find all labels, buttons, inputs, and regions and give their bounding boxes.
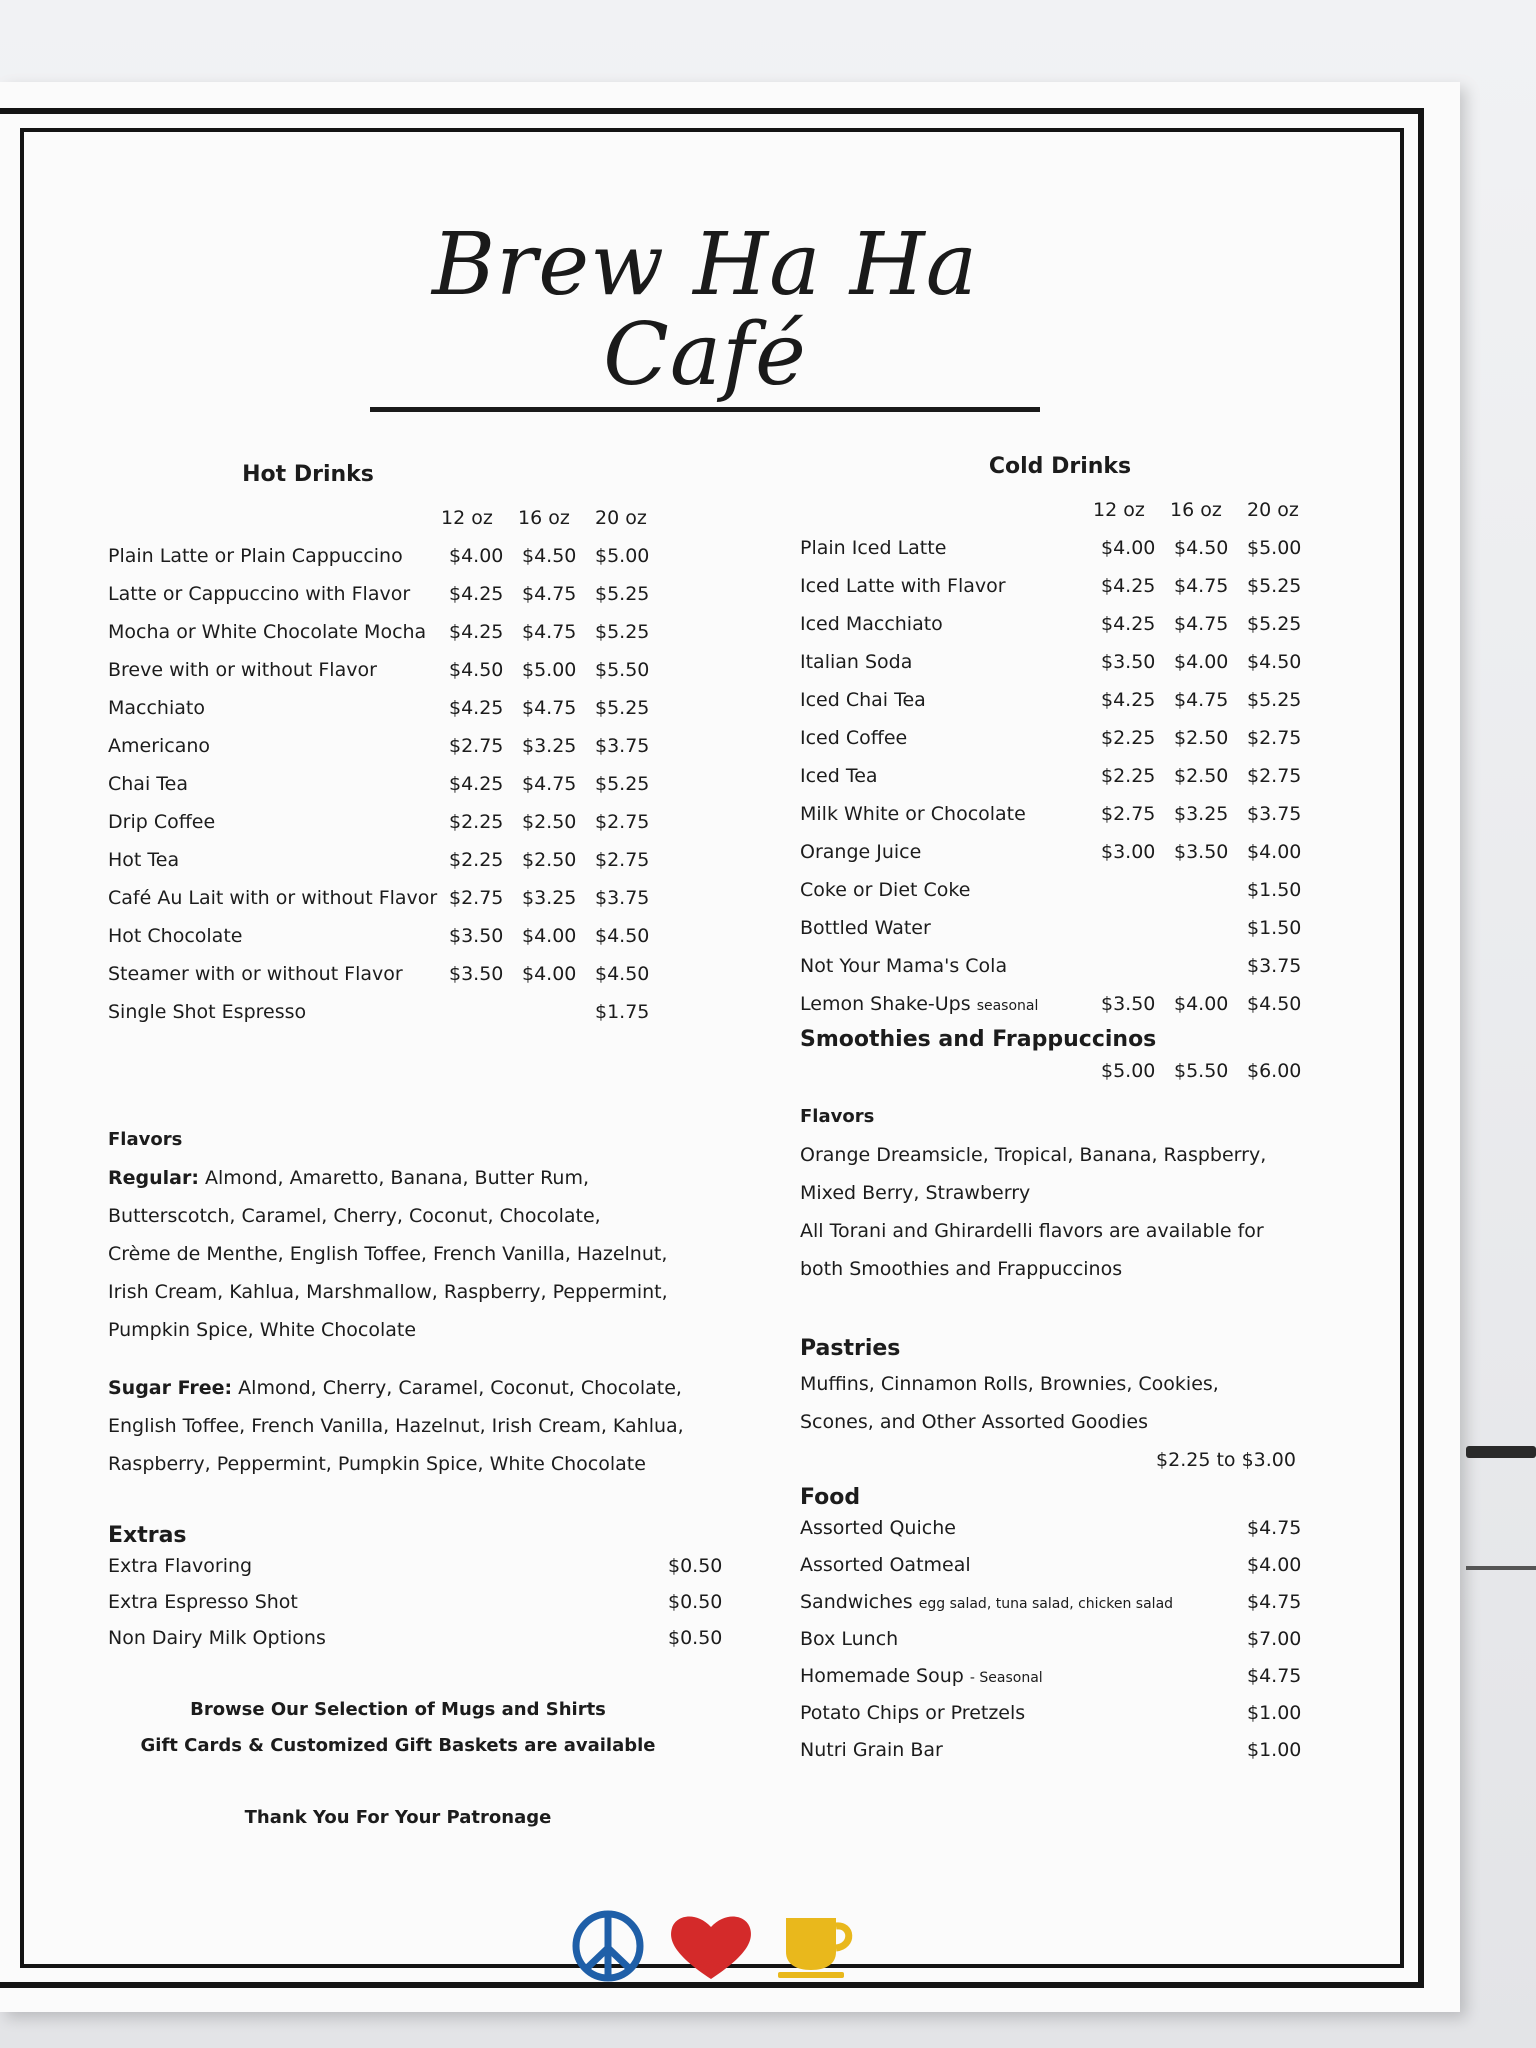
pastries-section: Pastries Muffins, Cinnamon Rolls, Brownies, Cookies, Scones, and Other Assorted Goodies $2.25 to $3.00	[800, 1336, 1320, 1479]
pastries-price: $2.25 to $3.00	[1156, 1449, 1296, 1471]
list-item: Lemon Shake-Ups seasonal $3.50 $4.00 $4.50	[800, 993, 1302, 1015]
size-20oz: 20 oz	[595, 507, 647, 529]
menu-sheet	[0, 82, 1460, 2012]
list-item: Latte or Cappuccino with Flavor $4.25 $4.75 $5.25	[108, 583, 650, 605]
list-item: Iced Macchiato $4.25 $4.75 $5.25	[800, 613, 1302, 635]
sugarfree-label: Sugar Free:	[108, 1377, 233, 1399]
list-item: Plain Iced Latte $4.00 $4.50 $5.00	[800, 537, 1302, 559]
list-item: Milk White or Chocolate $2.75 $3.25 $3.75	[800, 803, 1302, 825]
notice-mugs: Browse Our Selection of Mugs and Shirts	[190, 1699, 606, 1720]
left-column	[108, 462, 728, 1836]
list-item: Italian Soda $3.50 $4.00 $4.50	[800, 651, 1302, 673]
extras-section	[108, 1523, 728, 1656]
list-item: Chai Tea $4.25 $4.75 $5.25	[108, 773, 650, 795]
list-item: Potato Chips or Pretzels $1.00	[800, 1702, 1302, 1724]
seasonal-note: seasonal	[976, 998, 1039, 1014]
list-item: Plain Latte or Plain Cappuccino $4.00 $4.50 $5.00	[108, 545, 650, 567]
food-section	[800, 1485, 1320, 1769]
extras-heading: Extras	[108, 1523, 187, 1548]
menu-title: Brew Ha Ha Café	[431, 215, 979, 406]
list-item: Iced Chai Tea $4.25 $4.75 $5.25	[800, 689, 1302, 711]
heart-icon	[666, 1911, 756, 1981]
list-item: Steamer with or without Flavor $3.50 $4.00 $4.50	[108, 963, 650, 985]
footer-icons	[570, 1908, 856, 1984]
list-item: Homemade Soup - Seasonal $4.75	[800, 1665, 1302, 1687]
list-item: Hot Chocolate $3.50 $4.00 $4.50	[108, 925, 650, 947]
smoothies-prices: $5.00 $5.50 $6.00	[1101, 1060, 1302, 1082]
list-item: Not Your Mama's Cola $3.75	[800, 955, 1302, 977]
list-item: Coke or Diet Coke $1.50	[800, 879, 1302, 901]
sugarfree-flavors: Sugar Free: Almond, Cherry, Caramel, Coconut, Chocolate,	[108, 1377, 682, 1399]
cold-drinks-heading: Cold Drinks	[988, 454, 1132, 479]
right-column	[800, 454, 1320, 1769]
list-item: Sandwiches egg salad, tuna salad, chicken salad $4.75	[800, 1591, 1302, 1613]
regular-flavors: Regular: Almond, Amaretto, Banana, Butter Rum,	[108, 1167, 590, 1189]
list-item: Hot Tea $2.25 $2.50 $2.75	[108, 849, 650, 871]
list-item: Box Lunch $7.00	[800, 1628, 1302, 1650]
notice-gift-cards: Gift Cards & Customized Gift Baskets are available	[140, 1735, 656, 1756]
cold-sizes-header: 12 oz 16 oz 20 oz	[1093, 499, 1299, 521]
list-item: Breve with or without Flavor $4.50 $5.00 $5.50	[108, 659, 650, 681]
list-item: Extra Espresso Shot $0.50	[108, 1591, 723, 1613]
hot-drinks-list	[108, 537, 728, 1031]
list-item: Assorted Oatmeal $4.00	[800, 1554, 1302, 1576]
cold-drinks-list	[800, 529, 1320, 1023]
regular-label: Regular:	[108, 1167, 199, 1189]
smoothie-flavors-label: Flavors	[800, 1106, 875, 1127]
list-item: Single Shot Espresso $1.75	[108, 1001, 650, 1023]
size-12oz: 12 oz	[441, 507, 493, 529]
menu-title-block	[370, 215, 1040, 412]
thank-you: Thank You For Your Patronage	[244, 1807, 552, 1828]
size-16oz: 16 oz	[518, 507, 570, 529]
notices	[108, 1692, 688, 1836]
door-mark	[1466, 1446, 1536, 1458]
list-item: Extra Flavoring $0.50	[108, 1555, 723, 1577]
hot-sizes-header	[108, 507, 728, 529]
list-item: Nutri Grain Bar $1.00	[800, 1739, 1302, 1761]
list-item: Iced Latte with Flavor $4.25 $4.75 $5.25	[800, 575, 1302, 597]
door-mark	[1466, 1566, 1536, 1570]
smoothies-heading: Smoothies and Frappuccinos	[800, 1027, 1157, 1052]
flavors-section: Flavors Regular: Almond, Amaretto, Banana, Butter Rum, Butterscotch, Caramel, Cherry, Coconut, Chocolate, Crème de Menthe, English Toffee, French Vanilla, Hazelnut, Irish Cream, Kahlua, Marshmallow, Raspberry, Peppermint, Pumpkin Spice, White Chocolate Sugar Free: Almond, Cherry, Caramel, Coconut, Chocolate, English Toffee, French Vanilla, Hazelnut, Irish Cream, Kahlua, Raspberry, Peppermint, Pumpkin Spice, White Chocolate	[108, 1121, 728, 1483]
peace-icon	[570, 1908, 646, 1984]
flavors-label: Flavors	[108, 1129, 183, 1150]
list-item: Americano $2.75 $3.25 $3.75	[108, 735, 650, 757]
list-item: Non Dairy Milk Options $0.50	[108, 1627, 723, 1649]
hot-drinks-heading: Hot Drinks	[242, 462, 374, 487]
list-item: Iced Tea $2.25 $2.50 $2.75	[800, 765, 1302, 787]
list-item: Drip Coffee $2.25 $2.50 $2.75	[108, 811, 650, 833]
list-item: Café Au Lait with or without Flavor $2.75 $3.25 $3.75	[108, 887, 650, 909]
list-item: Orange Juice $3.00 $3.50 $4.00	[800, 841, 1302, 863]
list-item: Bottled Water $1.50	[800, 917, 1302, 939]
title-underline	[370, 407, 1040, 412]
list-item: Assorted Quiche $4.75	[800, 1517, 1302, 1539]
list-item: Macchiato $4.25 $4.75 $5.25	[108, 697, 650, 719]
coffee-cup-icon	[776, 1912, 856, 1980]
smoothie-flavors: Flavors Orange Dreamsicle, Tropical, Banana, Raspberry, Mixed Berry, Strawberry All Torani and Ghirardelli flavors are available for both Smoothies and Frappuccinos	[800, 1098, 1320, 1288]
food-heading: Food	[800, 1485, 861, 1510]
pastries-heading: Pastries	[800, 1336, 901, 1361]
list-item: Iced Coffee $2.25 $2.50 $2.75	[800, 727, 1302, 749]
list-item: Mocha or White Chocolate Mocha $4.25 $4.75 $5.25	[108, 621, 650, 643]
